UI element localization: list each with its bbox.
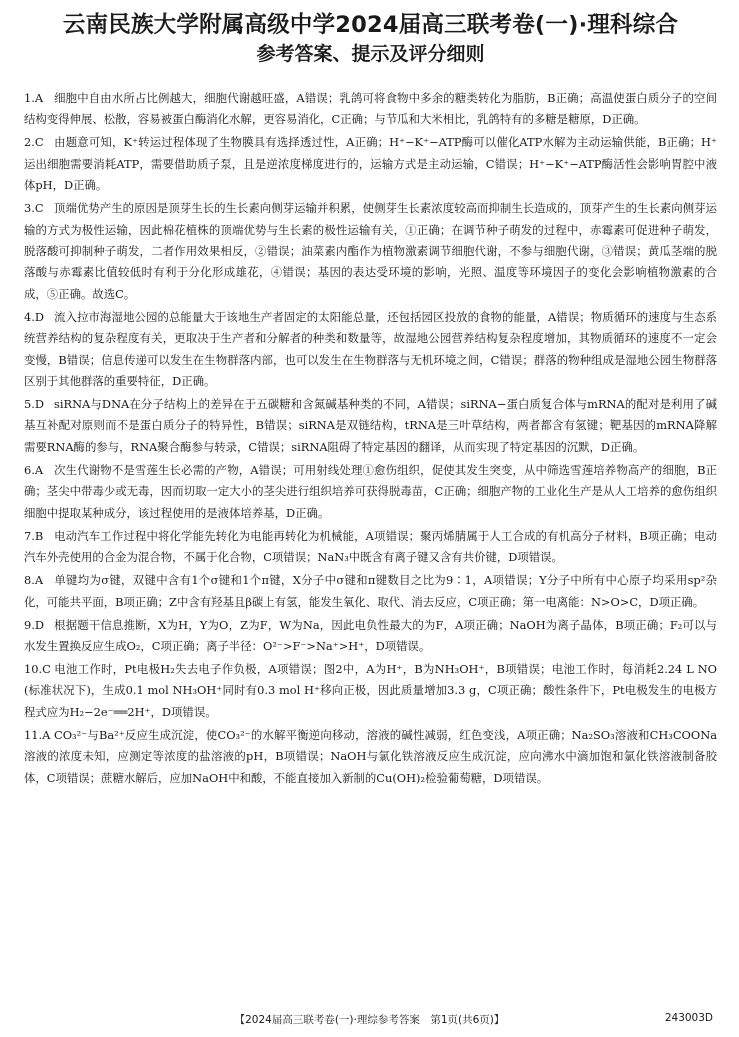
answer-text: 顶端优势产生的原因是顶芽生长的生长素向侧芽运输并积累，使侧芽生长素浓度较高而抑制生长造成的，顶芽产生的生长素向侧芽运输的方式为极性运输，因此棉花植株的顶端优势与生长素的极性运输有关，①正确；在调节种子萌发的过程中，赤霉素可促进种子萌发，脱落酸可抑制种子萌发，二者作用效果相反，②错误；油菜素内酯作为植物激素调节细胞代谢，不参与细胞代谢，③错误；黄瓜茎端的脱落酸与赤霉素比值较低时有利于分化形成雄花，④错误；基因的表达受环境的影响，光照、温度等环境因子的变化会影响植物激素的合成，⑤正确。故选C。 bbox=[24, 201, 717, 301]
answer-number: 4.D bbox=[24, 309, 45, 324]
footer-code: 243003D bbox=[664, 1012, 713, 1024]
answer-text: 根据题干信息推断，X为H，Y为O，Z为F，W为Na，因此电负性最大的为F，A项正确；NaOH为离子晶体，B项正确；F₂可以与水发生置换反应生成O₂，C项正确；离子半径：O²⁻>F⁻>Na⁺>H⁺，D项错误。 bbox=[24, 617, 717, 653]
answer-number: 1.A bbox=[24, 91, 44, 105]
answer-text: CO₃²⁻与Ba²⁺反应生成沉淀，使CO₃²⁻的水解平衡逆向移动，溶液的碱性减弱，红色变浅，A项正确；Na₂SO₃溶液和CH₃COONa溶液的浓度未知，应测定等浓度的盐溶液的pH，B项错误；NaOH与氯化铁溶液反应生成沉淀，应向沸水中滴加饱和氯化铁溶液制备胶体，C项错误；蔗糖水解后，应加NaOH中和酸，不能直接加入新制的Cu(OH)₂检验葡萄糖，D项错误。 bbox=[24, 727, 717, 785]
answer-item bbox=[24, 394, 717, 458]
answer-number: 8.A bbox=[24, 573, 44, 588]
answer-item bbox=[24, 570, 717, 613]
answer-number: 9.D bbox=[24, 617, 45, 632]
answer-item bbox=[24, 460, 717, 524]
answer-item bbox=[24, 725, 717, 789]
answer-number: 11.A bbox=[24, 727, 51, 742]
footer-page-info: 【2024届高三联考卷(一)·理综参考答案 第1页(共6页)】 bbox=[234, 1014, 505, 1026]
answer-number: 7.B bbox=[24, 528, 44, 543]
answer-number: 2.C bbox=[24, 135, 44, 150]
answer-list bbox=[24, 88, 717, 789]
answer-item bbox=[24, 88, 717, 131]
answer-text: 单键均为σ键，双键中含有1个σ键和1个π键，X分子中σ键和π键数目之比为9∶1，A项错误；Y分子中所有中心原子均采用sp²杂化，可能共平面，B项正确；Z中含有羟基且β碳上有氢，能发生氧化、取代、消去反应，C项正确；第一电离能：N>O>C，D项正确。 bbox=[24, 573, 717, 609]
answer-item bbox=[24, 659, 717, 723]
answer-number: 5.D bbox=[24, 397, 45, 412]
answer-item bbox=[24, 198, 717, 305]
answer-item bbox=[24, 526, 717, 569]
answer-item bbox=[24, 307, 717, 393]
answer-text: 电动汽车工作过程中将化学能先转化为电能再转化为机械能，A项错误；聚丙烯腈属于人工合成的有机高分子材料，B项正确；电动汽车外壳使用的合金为混合物，不属于化合物，C项错误；NaN₃中既含有离子键又含有共价键，D项错误。 bbox=[24, 528, 717, 565]
answer-number: 10.C bbox=[24, 661, 51, 676]
answer-text: 电池工作时，Pt电极H₂失去电子作负极，A项错误；图2中，A为H⁺，B为NH₃OH⁺，B项错误；电池工作时，每消耗2.24 L NO(标准状况下)，生成0.1 mol NH₃OH⁺同时有0.3 mol H⁺移向正极，因此质量增加3.3 g，C项正确；酸性条件下，Pt电极发生的电极方程式应为H₂−2e⁻══2H⁺，D项错误。 bbox=[24, 661, 717, 719]
answer-number: 3.C bbox=[24, 201, 44, 216]
answer-item bbox=[24, 615, 717, 658]
answer-number: 6.A bbox=[24, 462, 44, 477]
page-subtitle: 参考答案、提示及评分细则 bbox=[256, 43, 485, 65]
answer-text: siRNA与DNA在分子结构上的差异在于五碳糖和含氮碱基种类的不同，A错误；siRNA−蛋白质复合体与mRNA的配对是利用了碱基互补配对原则而不是蛋白质分子的特异性，B错误；siRNA是双链结构，tRNA是三叶草结构，两者都含有氢键；靶基因的mRNA降解需要RNA酶的参与，RNA聚合酶参与转录，C错误；siRNA阻碍了特定基因的翻译，从而实现了特定基因的沉默，D正确。 bbox=[24, 397, 717, 454]
answer-text: 由题意可知，K⁺转运过程体现了生物膜具有选择透过性，A正确；H⁺−K⁺−ATP酶可以催化ATP水解为主动运输供能，B正确；H⁺运出细胞需要消耗ATP，需要借助质子泵，且是逆浓度梯度进行的，运输方式是主动运输，C错误；H⁺−K⁺−ATP酶活性会影响胃腔中液体pH，D正确。 bbox=[24, 135, 717, 193]
answer-text: 细胞中自由水所占比例越大，细胞代谢越旺盛，A错误；乳鸽可将食物中多余的糖类转化为脂肪，B正确；高温使蛋白质分子的空间结构变得伸展、松散，容易被蛋白酶消化水解，更容易消化，C正确；与节瓜和大米相比，乳鸽特有的多糖是糖原，D正确。 bbox=[24, 91, 717, 127]
page-title: 云南民族大学附属高级中学2024届高三联考卷(一)·理科综合 bbox=[62, 12, 679, 38]
answer-text: 流入拉市海湿地公园的总能量大于该地生产者固定的太阳能总量，还包括园区投放的食物的能量，A错误；物质循环的速度与生态系统营养结构的复杂程度有关，更取决于生产者和分解者的种类和数量等，故湿地公园营养结构复杂程度增加，其物质循环的速度不一定会变慢，B错误；信息传递可以发生在生物群落内部，也可以发生在生物群落与无机环境之间，C错误；群落的物种组成是湿地公园生物群落区别于其他群落的重要特征，D正确。 bbox=[24, 309, 717, 389]
answer-item bbox=[24, 132, 717, 196]
answer-text: 次生代谢物不是雪莲生长必需的产物，A错误；可用射线处理①愈伤组织，促使其发生突变，从中筛选雪莲培养物高产的细胞，B正确；茎尖中带毒少或无毒，因而切取一定大小的茎尖进行组织培养可获得脱毒苗，C正确；细胞产物的工业化生产是从人工培养的愈伤组织细胞中提取某种成分，该过程使用的是液体培养基，D正确。 bbox=[24, 462, 717, 520]
page-footer bbox=[0, 1012, 739, 1027]
